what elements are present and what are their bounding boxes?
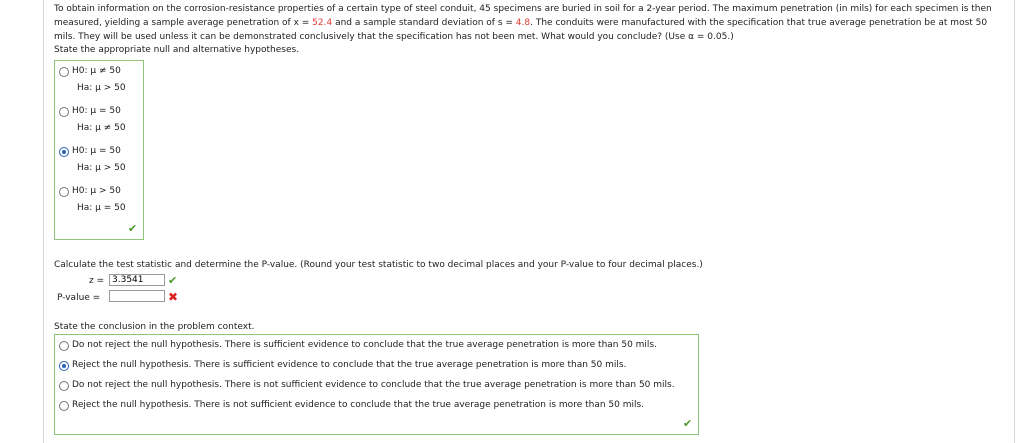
z-input[interactable] xyxy=(109,274,165,286)
conclusion-option-label: Do not reject the null hypothesis. There is sufficient evidence to conclude that the true average penetration is more than 50 mils. xyxy=(72,340,657,350)
radio-button-selected[interactable] xyxy=(59,147,69,157)
z-label: z = xyxy=(89,276,105,286)
radio-button[interactable] xyxy=(59,67,69,77)
xbar-value: 52.4 xyxy=(312,18,333,28)
radio-button[interactable] xyxy=(59,107,69,117)
hypotheses-prompt: State the appropriate null and alternative hypotheses. xyxy=(54,45,300,55)
ha-label: Ha: μ = 50 xyxy=(77,203,126,213)
h0-label: H0: μ ≠ 50 xyxy=(72,66,121,76)
h0-label: H0: μ = 50 xyxy=(72,106,121,116)
ha-label: Ha: μ ≠ 50 xyxy=(77,123,126,133)
p-value-label: P-value = xyxy=(57,293,101,303)
radio-button[interactable] xyxy=(59,187,69,197)
conclusion-prompt: State the conclusion in the problem context. xyxy=(54,322,255,332)
radio-button[interactable] xyxy=(59,381,69,391)
conclusion-option-label: Reject the null hypothesis. There is sufficient evidence to conclude that the true average penetration is more than 50 mils. xyxy=(72,360,627,370)
incorrect-cross-icon: ✖ xyxy=(168,290,179,304)
radio-button[interactable] xyxy=(59,401,69,411)
problem-text-2: and a sample standard deviation of s = xyxy=(332,18,516,28)
radio-button[interactable] xyxy=(59,341,69,351)
ha-label: Ha: μ > 50 xyxy=(77,83,126,93)
conclusion-option-label: Do not reject the null hypothesis. There is not sufficient evidence to conclude that the true average penetration is more than 50 mils. xyxy=(72,380,675,390)
correct-check-icon: ✔ xyxy=(168,274,178,287)
test-statistic-prompt: Calculate the test statistic and determine the P-value. (Round your test statistic to two decimal places and your P-value to four decimal places.) xyxy=(54,260,703,270)
h0-label: H0: μ = 50 xyxy=(72,146,121,156)
problem-text-3: . The conduits were manufactured with the specification that true average penetration be at most 50 mils. They will be used unless it can be demonstrated conclusively that the specification has not been met. What would you conclude? (Use α = 0.05.) xyxy=(54,18,988,42)
h0-label: H0: μ > 50 xyxy=(72,186,121,196)
radio-button-selected[interactable] xyxy=(59,361,69,371)
p-value-input[interactable] xyxy=(109,290,165,302)
correct-check-icon: ✔ xyxy=(683,417,693,430)
conclusion-option-label: Reject the null hypothesis. There is not sufficient evidence to conclude that the true average penetration is more than 50 mils. xyxy=(72,400,645,410)
correct-check-icon: ✔ xyxy=(128,222,138,235)
s-value: 4.8 xyxy=(515,18,531,28)
problem-statement xyxy=(54,2,1004,44)
ha-label: Ha: μ > 50 xyxy=(77,163,126,173)
problem-text-1: To obtain information on the corrosion-resistance properties of a certain type of steel conduit, 45 specimens are buried in soil for a 2-year period. The maximum penetration (in mils) for each specimen is then measured, yielding a sample average penetration of x = xyxy=(54,4,992,28)
